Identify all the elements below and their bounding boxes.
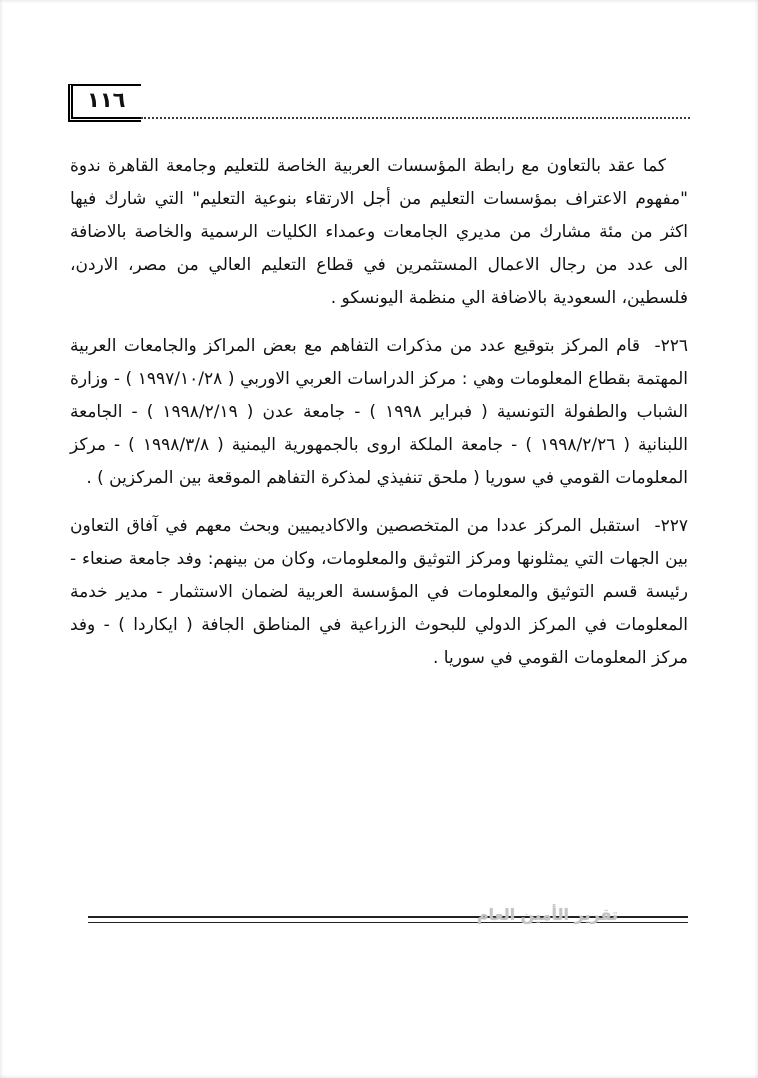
paragraph bbox=[70, 150, 688, 315]
paragraph bbox=[70, 330, 688, 495]
paragraph-text: كما عقد بالتعاون مع رابطة المؤسسات العربية الخاصة للتعليم وجامعة القاهرة ندوة "مفهوم الاعتراف بمؤسسات التعليم من أجل الارتقاء بنوعية التعليم" التي شارك فيها اكثر من مئة مشارك من مديري الجامعات وعمداء الكليات الرسمية والخاصة بالاضافة الى عدد من رجال الاعمال المستثمرين في قطاع التعليم العالي من مصر، الاردن، فلسطين، السعودية بالاضافة الي منظمة اليونسكو . bbox=[70, 156, 688, 308]
paragraph-number: ٢٢٧- bbox=[654, 516, 688, 536]
page-body bbox=[70, 150, 688, 690]
footer-ghost-text: تقرير الأمين العام bbox=[476, 905, 618, 924]
paragraph-number: ٢٢٦- bbox=[654, 336, 689, 356]
paragraph-text: استقبل المركز عددا من المتخصصين والاكاديميين وبحث معهم في آفاق التعاون بين الجهات التي يمثلونها ومركز التوثيق والمعلومات، وكان من بينهم: وفد جامعة صنعاء - رئيسة قسم التوثيق والمعلومات في المؤسسة العربية لضمان الاستثمار - مدير خدمة المعلومات في المركز الدولي للبحوث الزراعية في المناطق الجافة ( ايكاردا ) - وفد مركز المعلومات القومي في سوريا . bbox=[70, 516, 688, 668]
paragraph-text: قام المركز بتوقيع عدد من مذكرات التفاهم مع بعض المراكز والجامعات العربية المهتمة بقطاع المعلومات وهي : مركز الدراسات العربي الاوربي ( ١٩٩٧/١٠/٢٨ ) - وزارة الشباب والطفولة التونسية ( فبراير ١٩٩٨ ) - جامعة عدن ( ١٩٩٨/٢/١٩ ) - الجامعة اللبنانية ( ١٩٩٨/٢/٢٦ ) - جامعة الملكة اروى بالجمهورية اليمنية ( ١٩٩٨/٣/٨ ) - مركز المعلومات القومي في سوريا ( ملحق تنفيذي لمذكرة التفاهم الموقعة بين المركزين ) . bbox=[70, 336, 688, 488]
header-rule bbox=[141, 117, 690, 119]
page-header bbox=[68, 84, 690, 122]
page-number: ١١٦ bbox=[68, 84, 141, 122]
page-footer bbox=[88, 905, 688, 924]
paragraph bbox=[70, 510, 688, 675]
